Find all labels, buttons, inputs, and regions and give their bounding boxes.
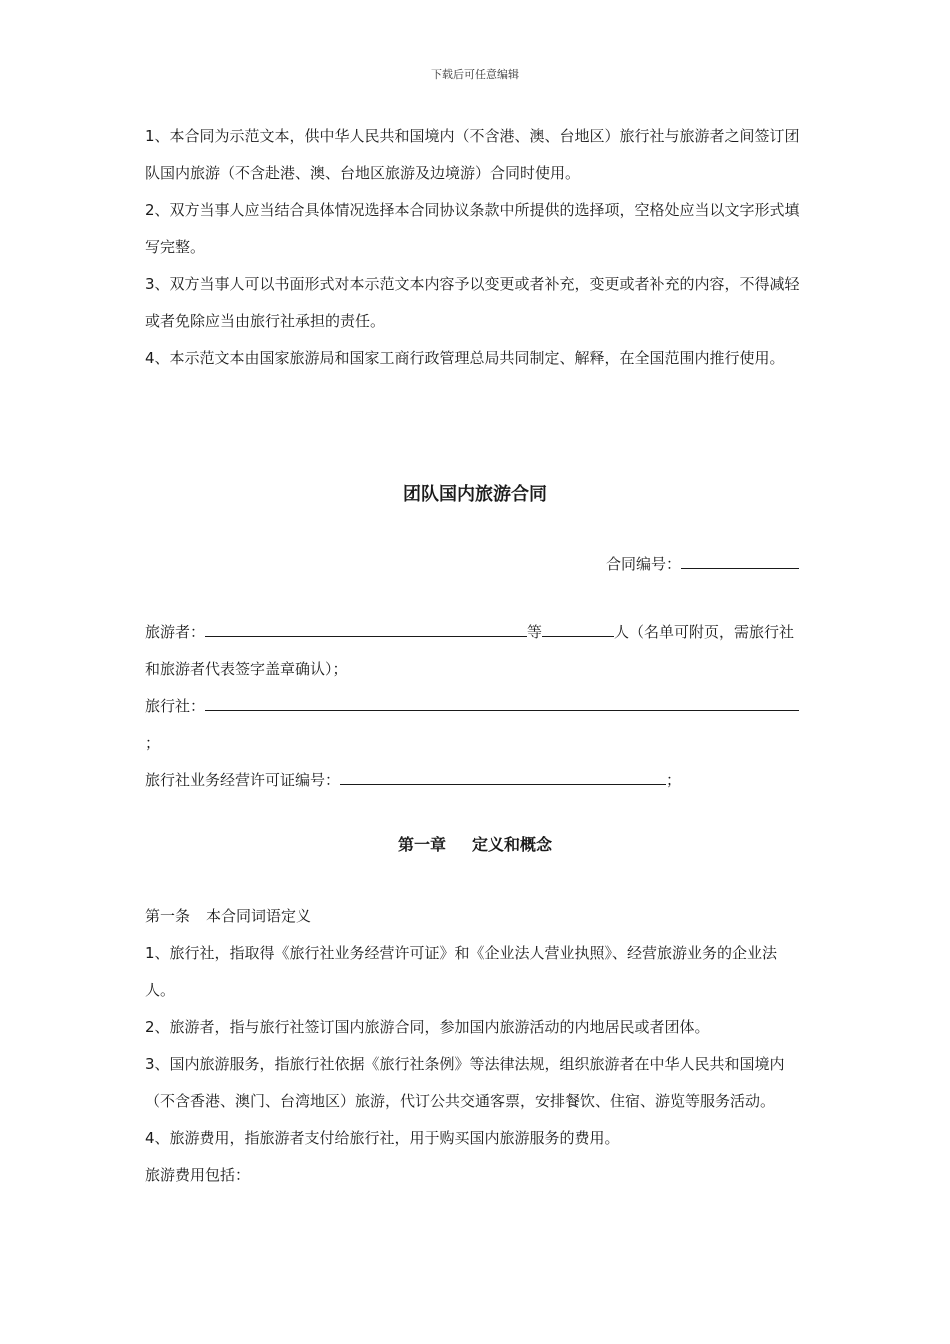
definition-item: 4、旅游费用，指旅游者支付给旅行社，用于购买国内旅游服务的费用。 — [145, 1129, 620, 1147]
contract-number-label: 合同编号： — [606, 555, 682, 573]
definition-item: 1、旅行社，指取得《旅行社业务经营许可证》和《企业法人营业执照》、经营旅游业务的企业法人。 — [145, 944, 778, 999]
chapter-heading — [0, 832, 950, 855]
contract-number-line — [606, 552, 799, 576]
contract-number-field[interactable] — [681, 552, 799, 569]
usage-note-4: 4、本示范文本由国家旅游局和国家工商行政管理总局共同制定、解释，在全国范围内推行使用。 — [145, 349, 785, 367]
agency-label: 旅行社： — [145, 697, 206, 715]
contract-title: 团队国内旅游合同 — [403, 484, 547, 505]
definition-item: 3、国内旅游服务，指旅行社依据《旅行社条例》等法律法规，组织旅游者在中华人民共和国境内（不含香港、澳门、台湾地区）旅游，代订公共交通客票，安排餐饮、住宿、游览等服务活动。 — [145, 1055, 785, 1110]
definitions-section — [145, 898, 805, 1194]
article-number: 第一条 — [145, 907, 191, 925]
usage-notes — [145, 118, 805, 377]
license-label: 旅行社业务经营许可证编号： — [145, 771, 341, 789]
agency-line-end — [145, 725, 805, 762]
chapter-number: 第一章 — [397, 835, 446, 854]
agency-line — [145, 688, 805, 725]
fee-intro: 旅游费用包括： — [145, 1166, 251, 1184]
license-line — [145, 762, 805, 799]
tourist-label: 旅游者： — [145, 623, 206, 641]
definition-item: 2、旅游者，指与旅行社签订国内旅游合同，参加国内旅游活动的内地居民或者团体。 — [145, 1018, 710, 1036]
chapter-name: 定义和概念 — [472, 835, 553, 854]
tourist-suffix: 人（名单可附页，需旅行社和旅游者代表签字盖章确认）； — [145, 623, 795, 678]
article-name: 本合同词语定义 — [206, 907, 312, 925]
tourist-name-field[interactable] — [205, 620, 527, 637]
usage-note-1: 1、本合同为示范文本，供中华人民共和国境内（不含港、澳、台地区）旅行社与旅游者之间签订团队国内旅游（不含赴港、澳、台地区旅游及边境游）合同时使用。 — [145, 127, 800, 182]
license-number-field[interactable] — [340, 768, 666, 785]
tourist-mid-label: 等 — [527, 623, 543, 641]
agency-suffix: ； — [145, 734, 161, 752]
agency-name-field[interactable] — [205, 694, 799, 711]
parties-section — [145, 614, 805, 799]
usage-note-2: 2、双方当事人应当结合具体情况选择本合同协议条款中所提供的选择项，空格处应当以文字形式填写完整。 — [145, 201, 800, 256]
header-note: 下载后可任意编辑 — [431, 68, 519, 81]
usage-note-3: 3、双方当事人可以书面形式对本示范文本内容予以变更或者补充，变更或者补充的内容，不得减轻或者免除应当由旅行社承担的责任。 — [145, 275, 800, 330]
license-suffix: ； — [666, 771, 682, 789]
tourist-line — [145, 614, 805, 688]
tourist-count-field[interactable] — [542, 620, 614, 637]
article-heading — [145, 898, 805, 935]
